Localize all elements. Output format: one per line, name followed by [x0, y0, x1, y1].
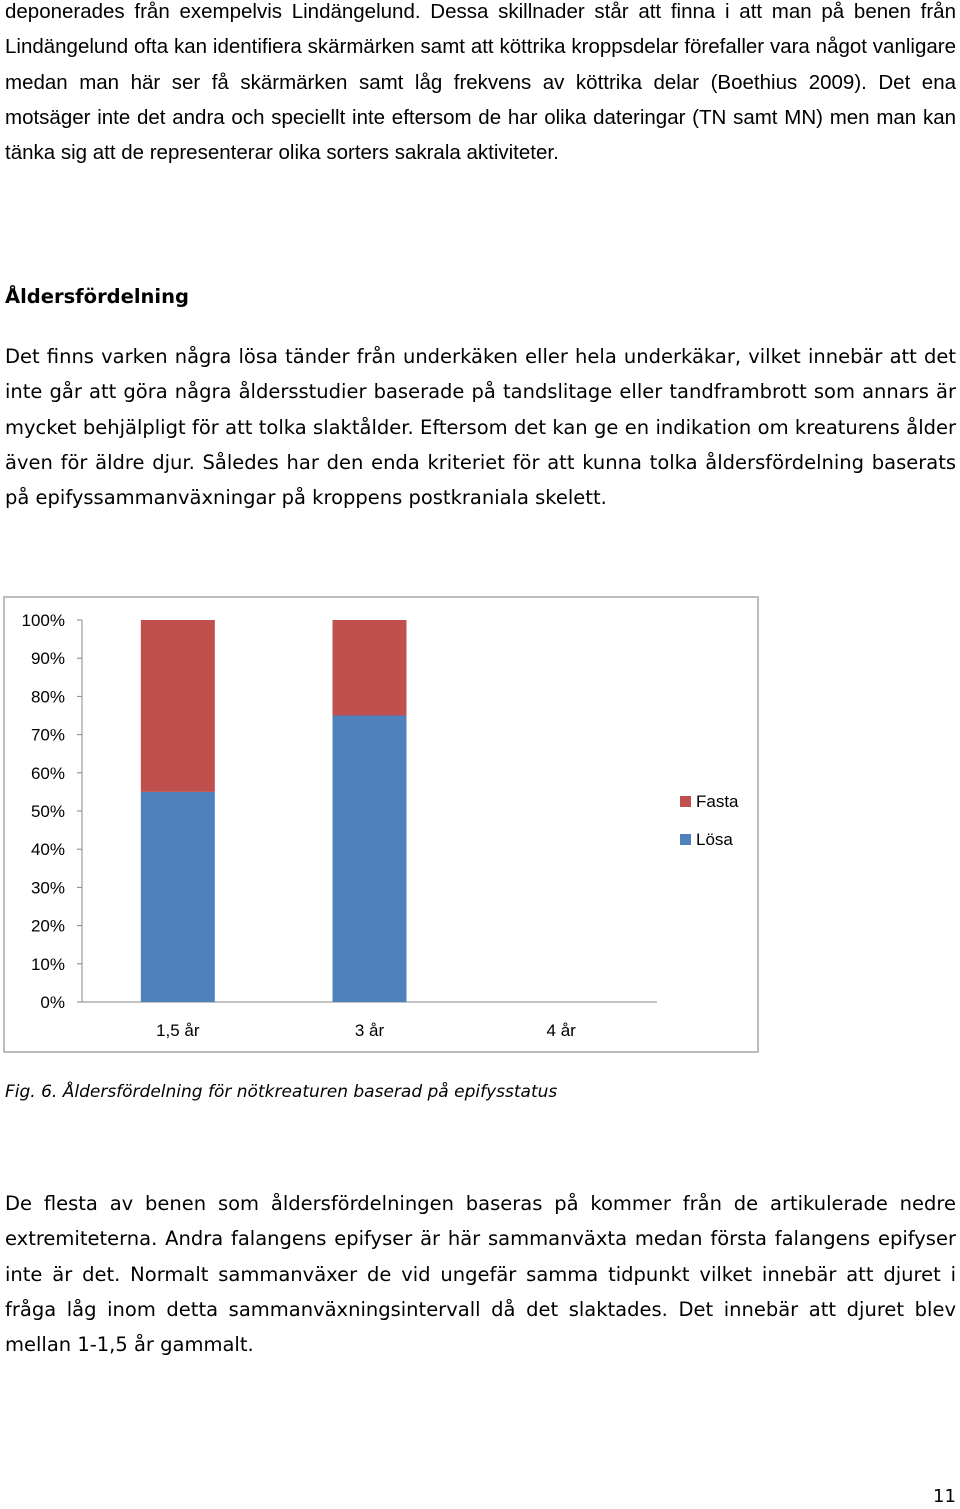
y-tick-label: 30% — [30, 878, 65, 898]
page-number: 11 — [933, 1486, 956, 1507]
legend-swatch-lösa — [680, 834, 691, 845]
paragraph-extremities: De flesta av benen som åldersfördelningen baseras på kommer från de artikulerade nedre extremiteterna. Andra falangens epifyser är här sammanväxta medan första falangens epifyser inte är det. Normalt sammanväxer de vid ungefär samma tidpunkt vilket innebär att djuret i fråga låg inom detta sammanväxningsintervall då det slaktades. Det innebär att djuret blev mellan 1-1,5 år gammalt. — [5, 1192, 956, 1357]
figure-caption: Fig. 6. Åldersfördelning för nötkreaturen baserad på epifysstatus — [5, 1082, 558, 1102]
x-tick-label: 3 år — [354, 1021, 385, 1040]
y-tick-label: 10% — [30, 954, 65, 974]
y-tick-label: 0% — [40, 993, 65, 1012]
y-tick-label: 50% — [30, 802, 65, 821]
age-distribution-chart — [5, 598, 761, 1055]
legend-swatch-fasta — [680, 796, 691, 807]
y-tick-label: 70% — [30, 725, 65, 745]
y-tick-label: 20% — [30, 916, 65, 936]
legend-label-lösa: Lösa — [696, 830, 733, 849]
x-tick-label: 1,5 år — [156, 1021, 200, 1040]
y-tick-label: 90% — [30, 649, 65, 669]
paragraph-intro: deponerades från exempelvis Lindängelund. Dessa skillnader står att finna i att man på benen från Lindängelund ofta kan identifiera skärmärken samt att köttrika kroppsdelar förefaller vara något vanligare medan man här ser få skärmärken samt låg frekvens av köttrika delar (Boethius 2009). Det ena motsäger inte det andra och speciellt inte eftersom de har olika dateringar (TN samt MN) men man kan tänka sig att de representerar olika sorters sakrala aktiviteter. — [5, 0, 956, 165]
bar-lösa-2 — [333, 716, 407, 1003]
paragraph-age-distribution: Det finns varken några lösa tänder från underkäken eller hela underkäkar, vilket innebär att det inte går att göra några åldersstudier baserade på tandslitage eller tandframbrott som annars är mycket behjälpligt för att tolka slaktålder. Eftersom det kan ge en indikation om kreaturens ålder även för äldre djur. Således har den enda kriteriet för att kunna tolka åldersfördelning baserats på epifyssammanväxningar på kroppens postkraniala skelett. — [5, 345, 956, 510]
chart-container — [3, 596, 759, 1053]
y-tick-label: 80% — [30, 687, 65, 707]
bar-fasta-1 — [141, 620, 215, 792]
bar-fasta-2 — [333, 620, 407, 716]
bar-lösa-1 — [141, 792, 215, 1002]
x-tick-label: 4 år — [546, 1021, 576, 1040]
section-heading: Åldersfördelning — [5, 285, 189, 308]
y-tick-label: 40% — [30, 840, 65, 860]
y-tick-label: 100% — [21, 611, 65, 630]
y-tick-label: 60% — [30, 763, 65, 783]
legend-label-fasta: Fasta — [696, 792, 739, 811]
